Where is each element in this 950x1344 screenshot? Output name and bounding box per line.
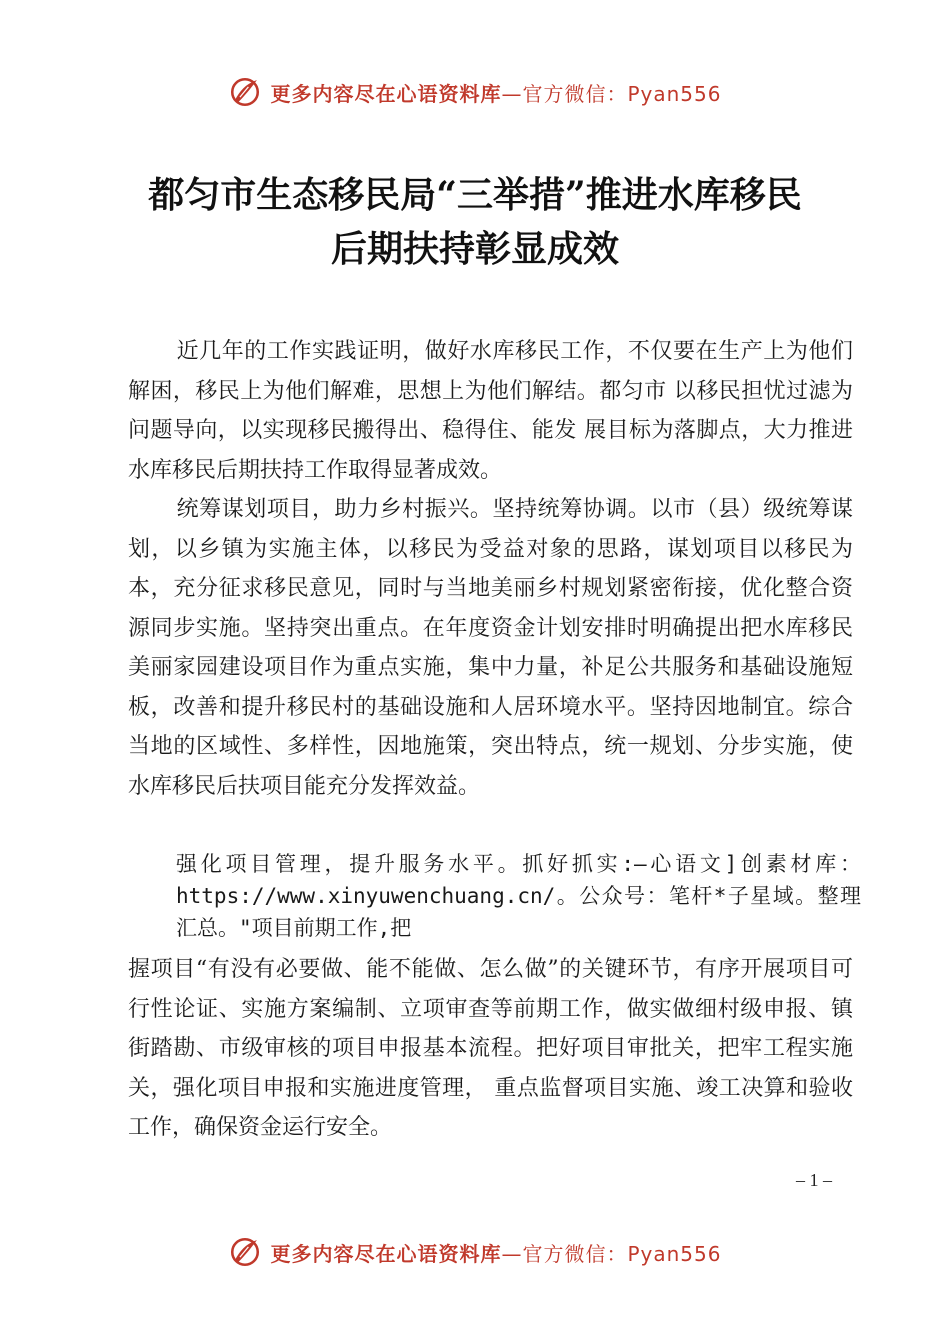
paragraph-planning <box>128 490 853 806</box>
quill-stamp-logo-icon <box>228 75 262 109</box>
title-line-2: 后期扶持彰显成效 <box>330 228 619 270</box>
page-number: – 1 – <box>796 1170 832 1190</box>
document-title <box>0 168 950 276</box>
paragraph-project-process <box>128 950 853 1148</box>
header-banner <box>0 70 950 114</box>
paragraph-project-process-text: 握项目“有没有必要做、能不能做、怎么做”的关键环节，有序开展项目可行性论证、实施方案编制、立项审查等前期工作，做实做细村级申报、镇街踏勘、市级审核的项目申报基本流程。把好项目审批关，把牢工程实施关，强化项目申报和实施进度管理， 重点监督项目实施、竣工决算和验收工作，确保资金运行安全。 <box>128 957 853 1140</box>
paragraph-management-watermark <box>176 848 861 944</box>
banner-wechat-text: —官方微信：Pyan556 <box>501 81 722 106</box>
paragraph-management-text: 强化项目管理，提升服务水平。抓好抓实:—心语文]创素材库：https://www.xinyuwenchuang.cn/。公众号：笔杆*子星域。整理汇总。"项目前期工作,把 <box>176 852 861 940</box>
footer-lead-text: 更多内容尽在心语资料库 <box>270 1241 502 1266</box>
banner-lead-text: 更多内容尽在心语资料库 <box>270 81 502 106</box>
footer-banner <box>0 1230 950 1274</box>
paragraph-planning-text: 统筹谋划项目，助力乡村振兴。坚持统筹协调。以市（县）级统筹谋划，以乡镇为实施主体，以移民为受益对象的思路，谋划项目以移民为本，充分征求移民意见，同时与当地美丽乡村规划紧密衔接，优化整合资源同步实施。坚持突出重点。在年度资金计划安排时明确提出把水库移民美丽家园建设项目作为重点实施，集中力量，补足公共服务和基础设施短板，改善和提升移民村的基础设施和人居环境水平。坚持因地制宜。综合当地的区域性、多样性，因地施策，突出特点，统一规划、分步实施，使水库移民后扶项目能充分发挥效益。 <box>128 497 853 799</box>
footer-wechat-text: —官方微信：Pyan556 <box>501 1241 722 1266</box>
quill-stamp-logo-icon <box>228 1235 262 1269</box>
title-line-1: 都匀市生态移民局“三举措”推进水库移民 <box>148 174 802 216</box>
paragraph-intro-text: 近几年的工作实践证明，做好水库移民工作，不仅要在生产上为他们解困，移民上为他们解难，思想上为他们解结。都匀市 以移民担忧过滤为问题导向，以实现移民搬得出、稳得住、能发 展目标为落脚点，大力推进水库移民后期扶持工作取得显著成效。 <box>128 339 853 483</box>
paragraph-intro <box>128 332 853 490</box>
